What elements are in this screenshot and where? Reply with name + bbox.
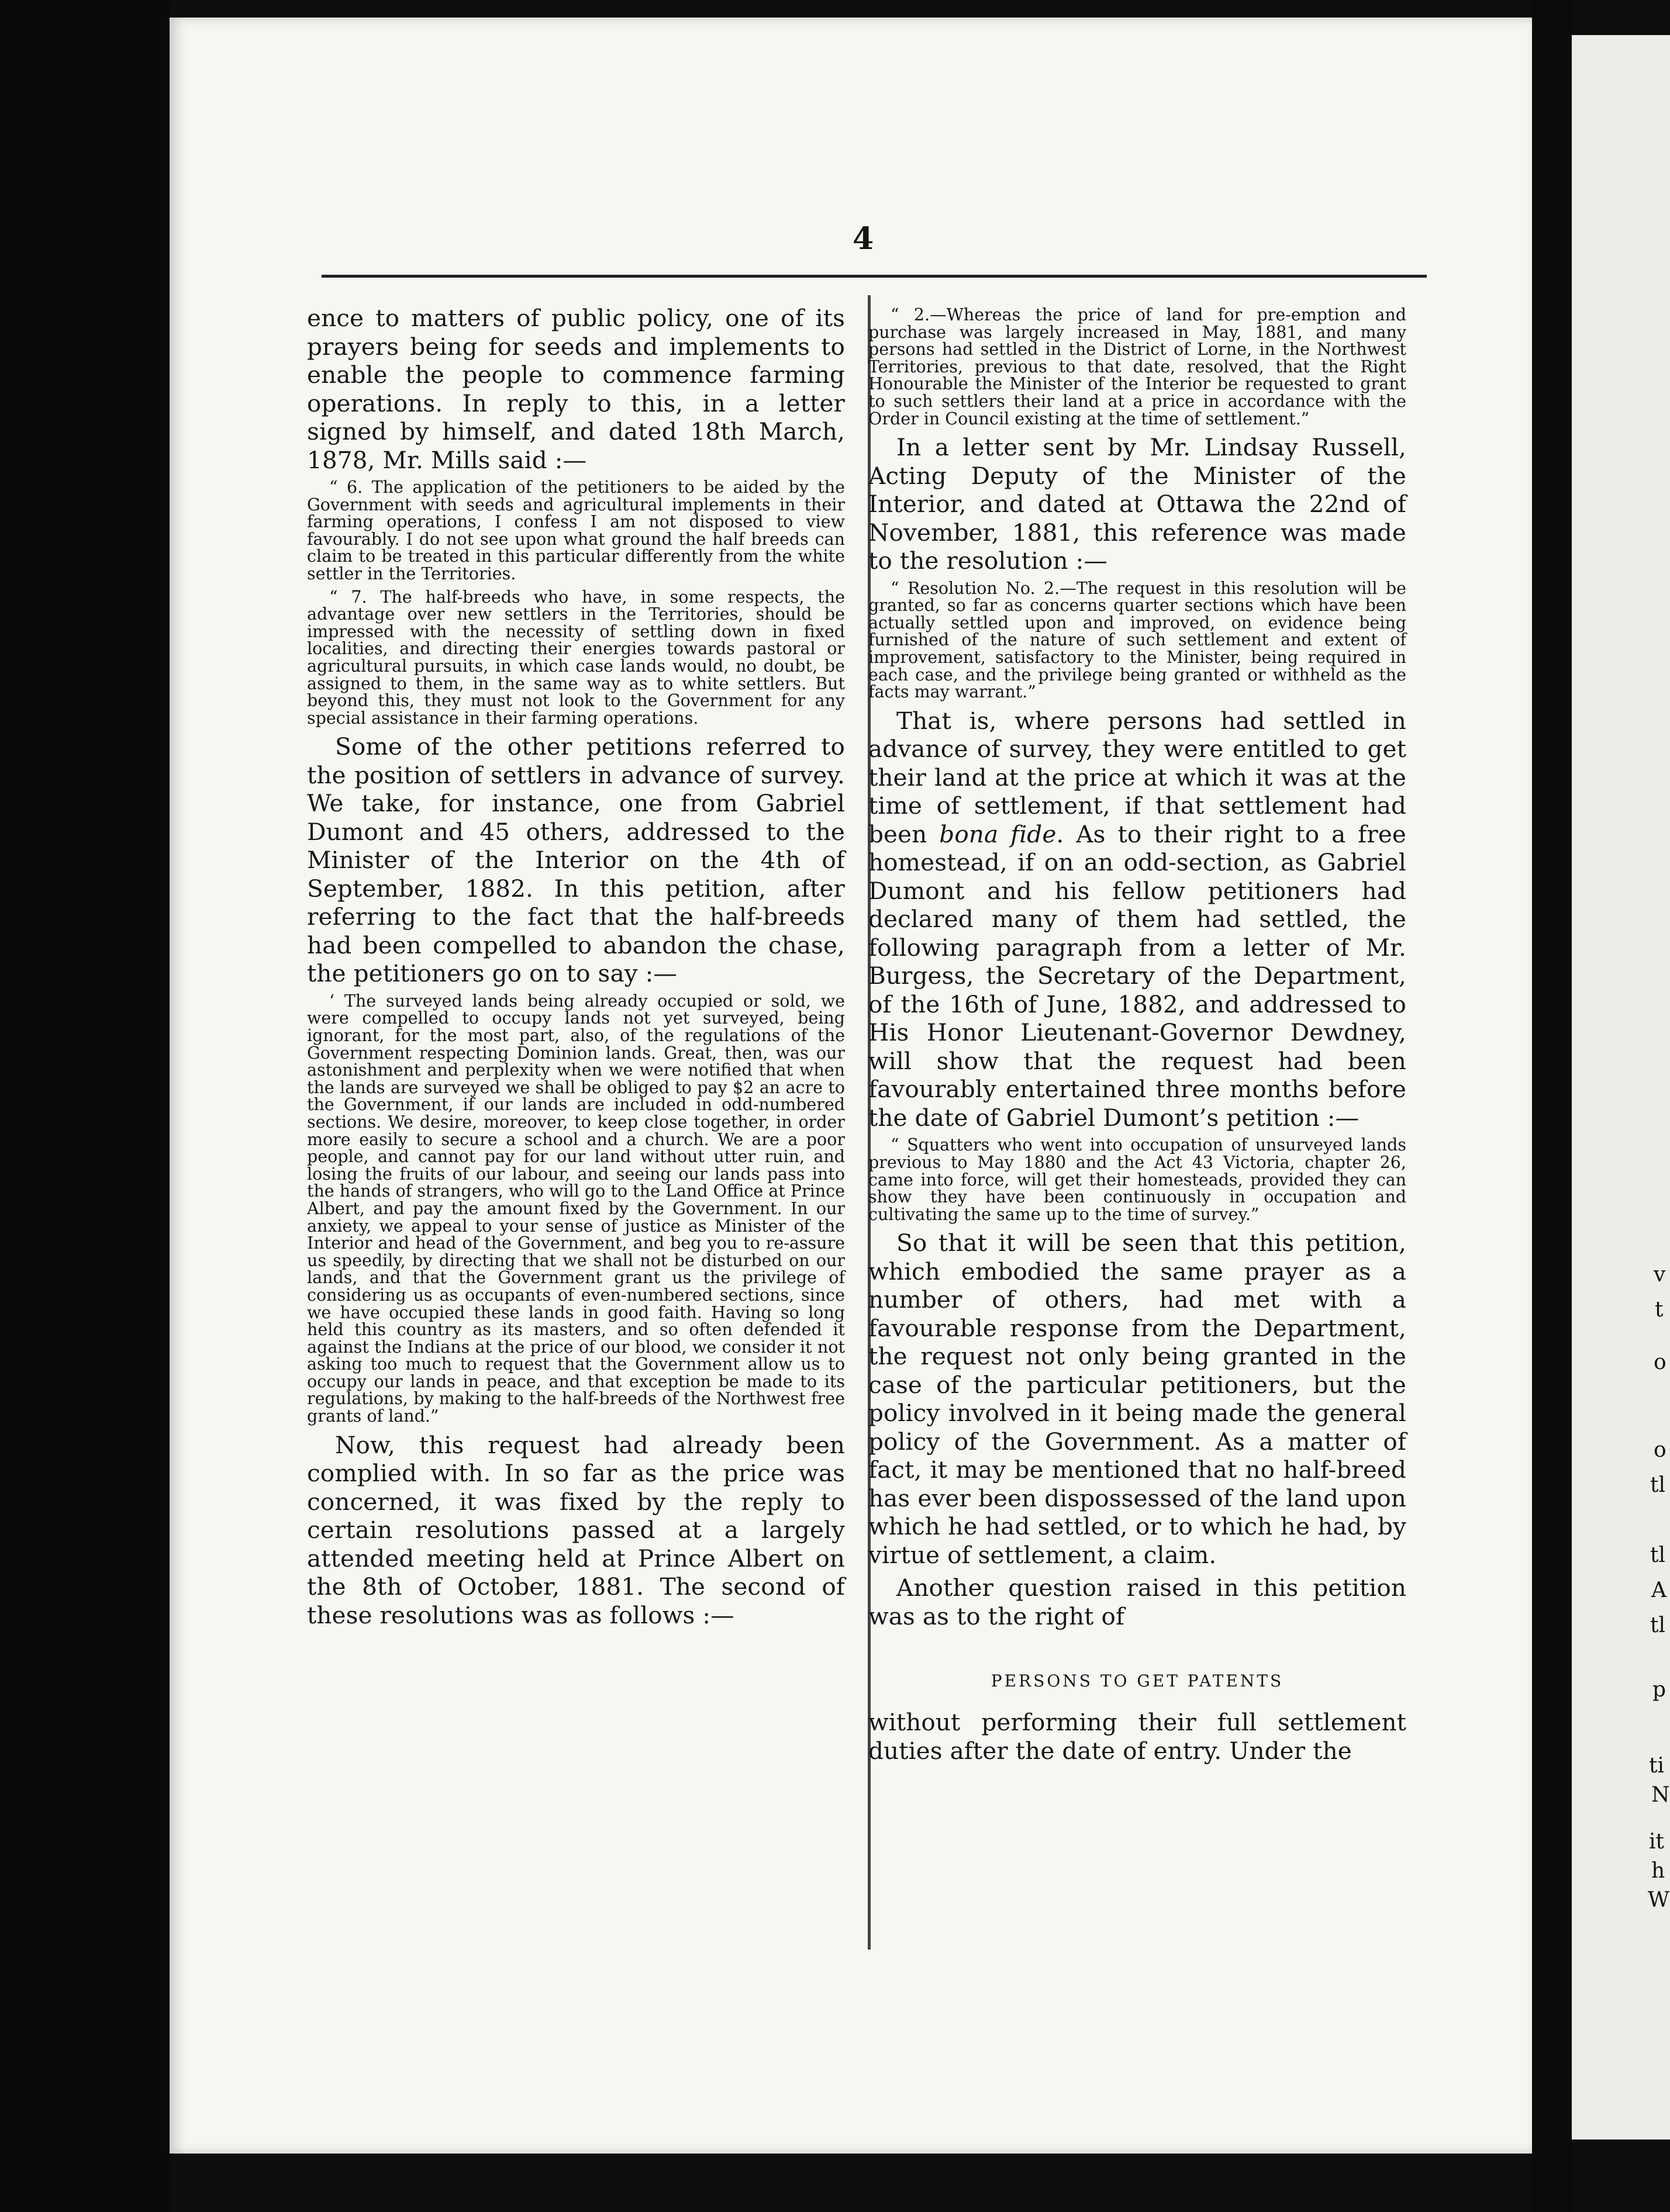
right-column [845,304,1406,1769]
fragment-text: p [1652,1678,1666,1702]
paragraph-without: without performing their full settlement duties after the date of entry. Under the [868,1708,1406,1765]
fragment-text: v [1654,1263,1666,1287]
fragment-text: W [1648,1888,1670,1912]
scan-margin-left [0,0,170,2212]
fragment-text: tl [1650,1613,1665,1637]
paragraph-opening: ence to matters of public policy, one of its prayers being for seeds and implements to enable the people to commence farming operations. In reply to this, in a letter signed by himself, and dated 18th March, 1878, Mr. Mills said :— [307,304,845,474]
fragment-text: it [1649,1830,1664,1854]
fragment-text: A [1651,1578,1666,1602]
quote-mills-7: “ 7. The half-breeds who have, in some respects, the advantage over new settlers in the Territories, should be impressed with the necessity of settling down in fixed localities, and directing their energies towards pastoral or agricultural pursuits, in which case lands would, no doubt, be assigned to them, in the same way as to white settlers. But beyond this, they must not look to the Government for any special assistance in their farming operations. [307,587,845,728]
fragment-text: N [1651,1783,1670,1807]
paragraph-other-petitions: Some of the other petitions referred to the position of settlers in advance of survey. We take, for instance, one from Gabriel Dumont and 45 others, addressed to the Minister of the Interior on the 4th of September, 1882. In this petition, after referring to the fact that the half-breeds had been compelled to abandon the chase, the petitioners go on to say :— [307,732,845,988]
paragraph-that-is-part-1: That is, where persons had settled in advance of survey, they were entitled to get their land at the price at which it was at the time of settlement, if that settlement had been [868,706,1406,848]
fragment-text: tl [1650,1543,1665,1567]
paragraph-another-question: Another question raised in this petition was as to the right of [868,1574,1406,1630]
fragment-text: h [1651,1859,1665,1883]
page-number: 4 [853,221,874,257]
header-rule [322,275,1427,278]
book-gutter [1532,0,1572,2212]
fragment-text: o [1654,1350,1666,1374]
left-column [307,304,845,1634]
fragment-text: t [1655,1298,1664,1322]
paragraph-so-that: So that it will be seen that this petition, which embodied the same prayer as a number of others, had met with a favourable response from the Department, the request not only being granted in the case of the particular petitioners, but the policy involved in it being made the general policy of the Government. As a matter of fact, it may be mentioned that no half-breed has ever been dispossessed of the land upon which he had settled, or to which he had, by virtue of settlement, a claim. [868,1229,1406,1569]
adjacent-page-edge [1572,35,1670,2140]
quote-dumont-petition: ‘ The surveyed lands being already occupied or sold, we were compelled to occupy lands not yet surveyed, being ignorant, for the most part, also, of the regulations of the Government respecting Dominion lands. Great, then, was our astonishment and perplexity when we were notified that when the lands are surveyed we shall be obliged to pay $2 an acre to the Government, if our lands are included in odd-numbered sections. We desire, moreover, to keep close together, in order more easily to secure a school and a church. We are a poor people, and cannot pay for our land without utter ruin, and losing the fruits of our labour, and seeing our lands pass into the hands of strangers, who will go to the Land Office at Prince Albert, and pay the amount fixed by the Government. In our anxiety, we appeal to your sense of justice as Minister of the Interior and head of the Government, and beg you to re-assure us speedily, by directing that we shall not be disturbed on our lands, and that the Government grant us the privilege of considering us as occupants of even-numbered sections, since we have occupied these lands in good faith. Having so long held this country as its masters, and so often defended it against the Indians at the price of our blood, we consider it not asking too much to request that the Government allow us to occupy our lands in peace, and that exception be made to its regulations, by making to the half-breeds of the Northwest free grants of land.” [307,991,845,1426]
paragraph-russell-letter: In a letter sent by Mr. Lindsay Russell, Acting Deputy of the Minister of the Interior, and dated at Ottawa the 22nd of November, 1881, this reference was made to the resolution :— [868,433,1406,575]
paragraph-that-is [868,707,1406,1132]
bona-fide-italic: bona fide [939,820,1057,848]
section-heading: PERSONS TO GET PATENTS [991,1671,1284,1691]
fragment-text: ti [1649,1754,1664,1778]
paragraph-now: Now, this request had already been complied with. In so far as the price was concerned, it was fixed by the reply to certain resolutions passed at a largely attended meeting held at Prince Albert on the 8th of October, 1881. The second of these resolutions was as follows :— [307,1430,845,1629]
quote-resolution-reply: “ Resolution No. 2.—The request in this resolution will be granted, so far as concerns quarter sections which have been actually settled upon and improved, on evidence being furnished of the nature of such settlement and extent of improvement, satisfactory to the Minister, being required in each case, and the privilege being granted or withheld as the facts may warrant.” [868,578,1406,702]
fragment-text: tl [1650,1473,1665,1497]
quote-mills-6: “ 6. The application of the petitioners to be aided by the Government with seeds and agricultural implements in their farming operations, I confess I am not disposed to view favourably. I do not see upon what ground the half breeds can claim to be treated in this particular differently from the white settler in the Territories. [307,478,845,583]
fragment-text: o [1654,1438,1666,1462]
quote-squatters: “ Squatters who went into occupation of unsurveyed lands previous to May 1880 and the Act 43 Victoria, chapter 26, came into force, will get their homesteads, provided they can show they have been continuously in occupation and cultivating the same up to the time of survey.” [868,1135,1406,1224]
paragraph-that-is-part-2: . As to their right to a free homestead, if on an odd-section, as Gabriel Dumont and his fellow petitioners had declared many of them had settled, the following paragraph from a letter of Mr. Burgess, the Secretary of the Department, of the 16th of June, 1882, and addressed to His Honor Lieutenant-Governor Dewdney, will show that the request had been favourably entertained three months before the date of Gabriel Dumont’s petition :— [868,820,1406,1132]
quote-resolution-2: “ 2.—Whereas the price of land for pre-emption and purchase was largely increased in May, 1881, and many persons had settled in the District of Lorne, in the Northwest Territories, previous to that date, resolved, that the Right Honourable the Minister of the Interior be requested to grant to such settlers their land at a price in accordance with the Order in Council existing at the time of settlement.” [868,305,1406,428]
